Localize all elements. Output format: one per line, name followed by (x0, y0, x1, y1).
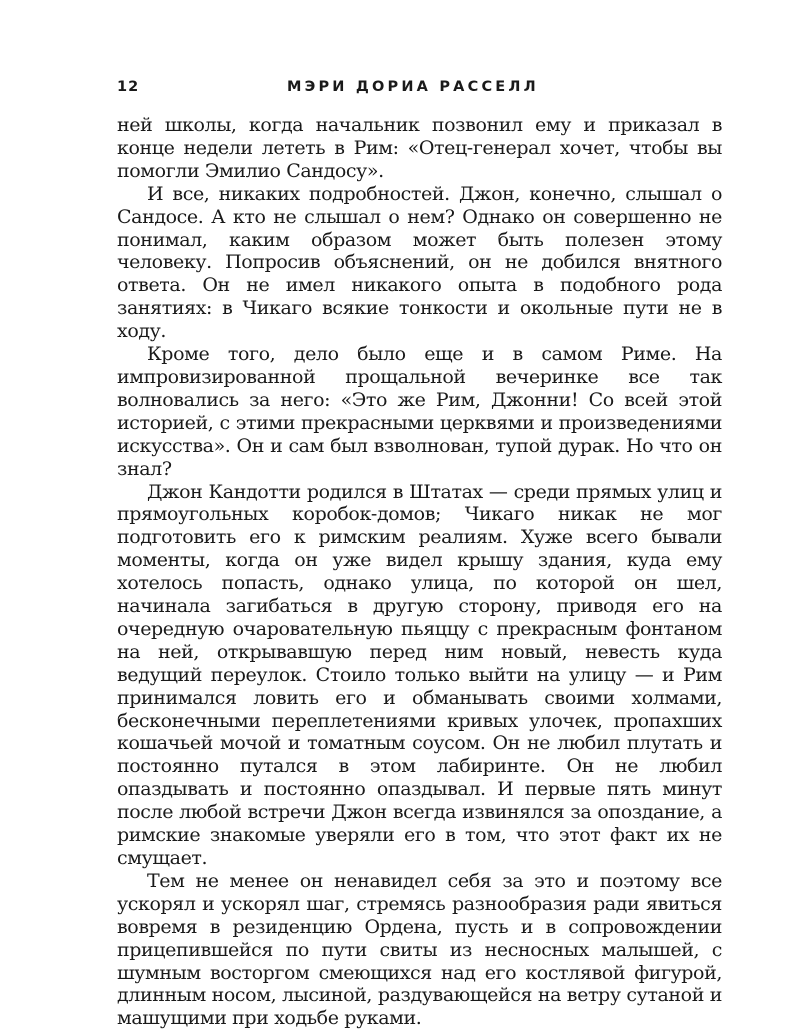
paragraph: И все, никаких подробностей. Джон, конечно, слышал о Сандосе. А кто не слышал о нем? Однако он совершенно не понимал, каким образом может быть полезен этому человеку. Попросив объяснений, он не добился внятного ответа. Он не имел никакого опыта в подобного рода занятиях: в Чикаго всякие тонкости и окольные пути не в ходу. (117, 182, 722, 343)
body-text (117, 114, 722, 1030)
page-number: 12 (117, 79, 140, 95)
paragraph-continuation: ней школы, когда начальник позвонил ему и приказал в конце недели лететь в Рим: «Отец-генерал хочет, чтобы вы помогли Эмилио Сандосу». (117, 114, 722, 182)
paragraph: Кроме того, дело было еще и в самом Риме. На импровизированной прощальной вечеринке все так волновались за него: «Это же Рим, Джонни! Со всей этой историей, с этими прекрасными церквями и произведениями искусства». Он и сам был взволнован, тупой дурак. Но что он знал? (117, 343, 722, 480)
paragraph: Джон Кандотти родился в Штатах — среди прямых улиц и прямоугольных коробок-домов; Чикаго никак не мог подготовить его к римским реалиям. Хуже всего бывали моменты, когда он уже видел крышу здания, куда ему хотелось попасть, однако улица, по которой он шел, начинала загибаться в другую сторону, приводя его на очередную очаровательную пьяццу с прекрасным фонтаном на ней, открывавшую перед ним новый, невесть куда ведущий переулок. Стоило только выйти на улицу — и Рим принимался ловить его и обманывать своими холмами, бесконечными переплетениями кривых улочек, пропахших кошачьей мочой и томатным соусом. Он не любил плутать и постоянно путался в этом лабиринте. Он не любил опаздывать и постоянно опаздывал. И первые пять минут после любой встречи Джон всегда извинялся за опоздание, а римские знакомые уверяли его в том, что этот факт их не смущает. (117, 480, 722, 869)
running-head-author: МЭРИ ДОРИА РАССЕЛЛ (287, 79, 539, 95)
paragraph: Тем не менее он ненавидел себя за это и поэтому все ускорял и ускорял шаг, стремясь разнообразия ради явиться вовремя в резиденцию Ордена, пусть и в сопровождении прицепившейся по пути свиты из несносных малышей, с шумным восторгом смеющихся над его костлявой фигурой, длинным носом, лысиной, раздувающейся на ветру сутаной и машущими при ходьбе руками. (117, 869, 722, 1030)
